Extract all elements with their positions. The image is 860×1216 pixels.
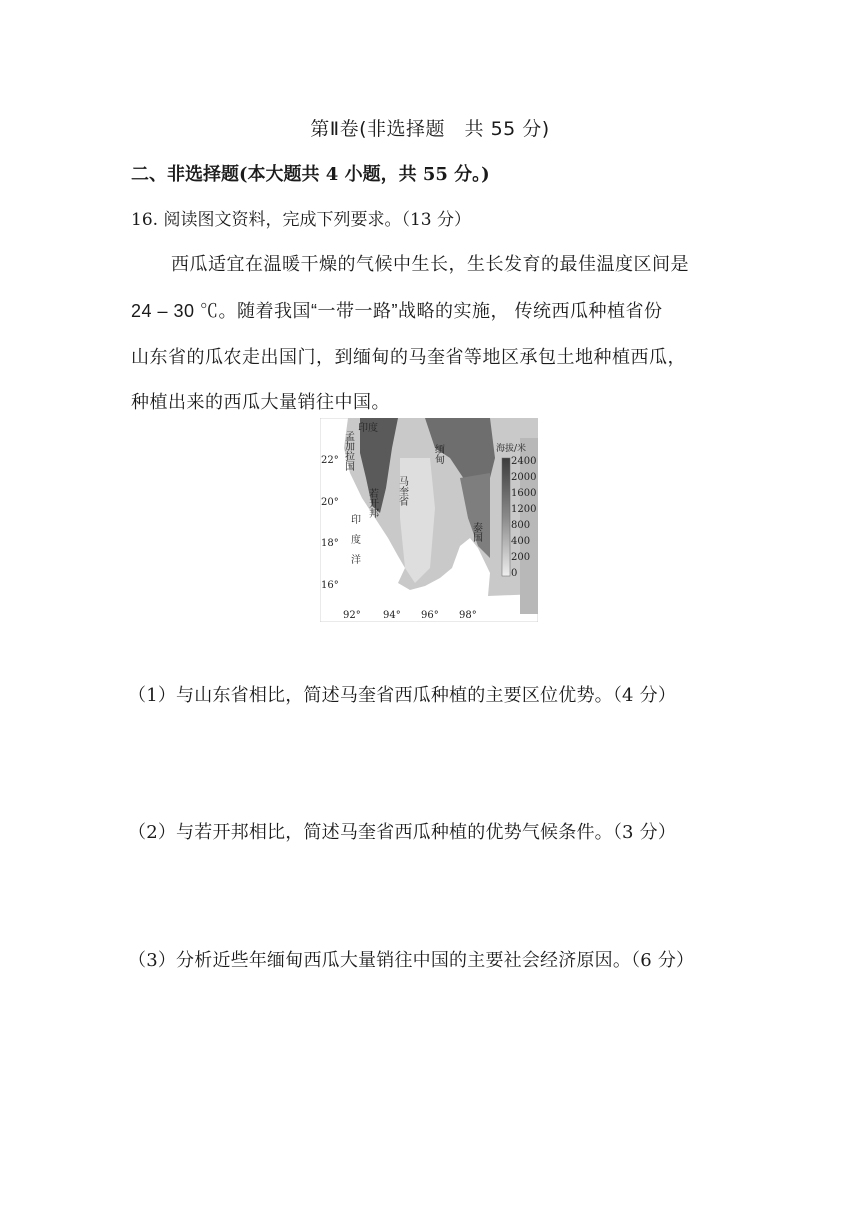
label-myanmar: 缅甸 <box>432 444 444 464</box>
myanmar-elevation-map <box>320 418 538 622</box>
passage-line-3: 山东省的瓜农走出国门，到缅甸的马奎省等地区承包土地种植西瓜， <box>131 347 686 368</box>
sub-question-2: （2）与若开邦相比，简述马奎省西瓜种植的优势气候条件。（3 分） <box>128 822 677 843</box>
legend-value-800: 800 <box>511 520 531 531</box>
passage-line-4: 种植出来的西瓜大量销往中国。 <box>131 392 390 413</box>
lat-label-18: 18° <box>321 538 339 549</box>
label-india: 印度 <box>358 423 378 434</box>
lat-label-16: 16° <box>321 580 339 591</box>
sub-question-1: （1）与山东省相比，简述马奎省西瓜种植的主要区位优势。（4 分） <box>128 685 677 706</box>
label-thailand: 泰国 <box>470 522 482 542</box>
lat-label-20: 20° <box>321 497 339 508</box>
label-rakhine: 若开邦 <box>366 488 378 518</box>
legend-value-0: 0 <box>511 568 518 579</box>
legend-value-1200: 1200 <box>511 504 537 515</box>
elevation-legend-bar <box>502 458 510 576</box>
label-magway: 马奎省 <box>396 476 408 506</box>
lon-label-96: 96° <box>421 610 439 621</box>
legend-value-2000: 2000 <box>511 472 537 483</box>
sub-question-3: （3）分析近些年缅甸西瓜大量销往中国的主要社会经济原因。（6 分） <box>128 950 695 971</box>
lon-label-92: 92° <box>343 610 361 621</box>
legend-value-1600: 1600 <box>511 488 537 499</box>
legend-value-400: 400 <box>511 536 531 547</box>
lon-label-98: 98° <box>459 610 477 621</box>
lat-label-22: 22° <box>321 455 339 466</box>
legend-value-200: 200 <box>511 552 531 563</box>
passage-line-2: 24 – 30 ℃。随着我国“一带一路”战略的实施， 传统西瓜种植省份 <box>131 301 663 321</box>
legend-title: 海拔/米 <box>496 444 527 454</box>
label-bangladesh: 孟加拉国 <box>342 431 354 471</box>
section-title: 二、非选择题(本大题共 4 小题，共 55 分。) <box>131 164 490 185</box>
part-title: 第Ⅱ卷(非选择题 共 55 分) <box>310 118 550 140</box>
label-indian-ocean: 印度洋 <box>348 514 360 574</box>
question-16-stem: 16. 阅读图文资料，完成下列要求。（13 分） <box>131 210 471 230</box>
lon-label-94: 94° <box>383 610 401 621</box>
legend-value-2400: 2400 <box>511 456 537 467</box>
passage-line-1: 西瓜适宜在温暖干燥的气候中生长，生长发育的最佳温度区间是 <box>171 254 689 275</box>
